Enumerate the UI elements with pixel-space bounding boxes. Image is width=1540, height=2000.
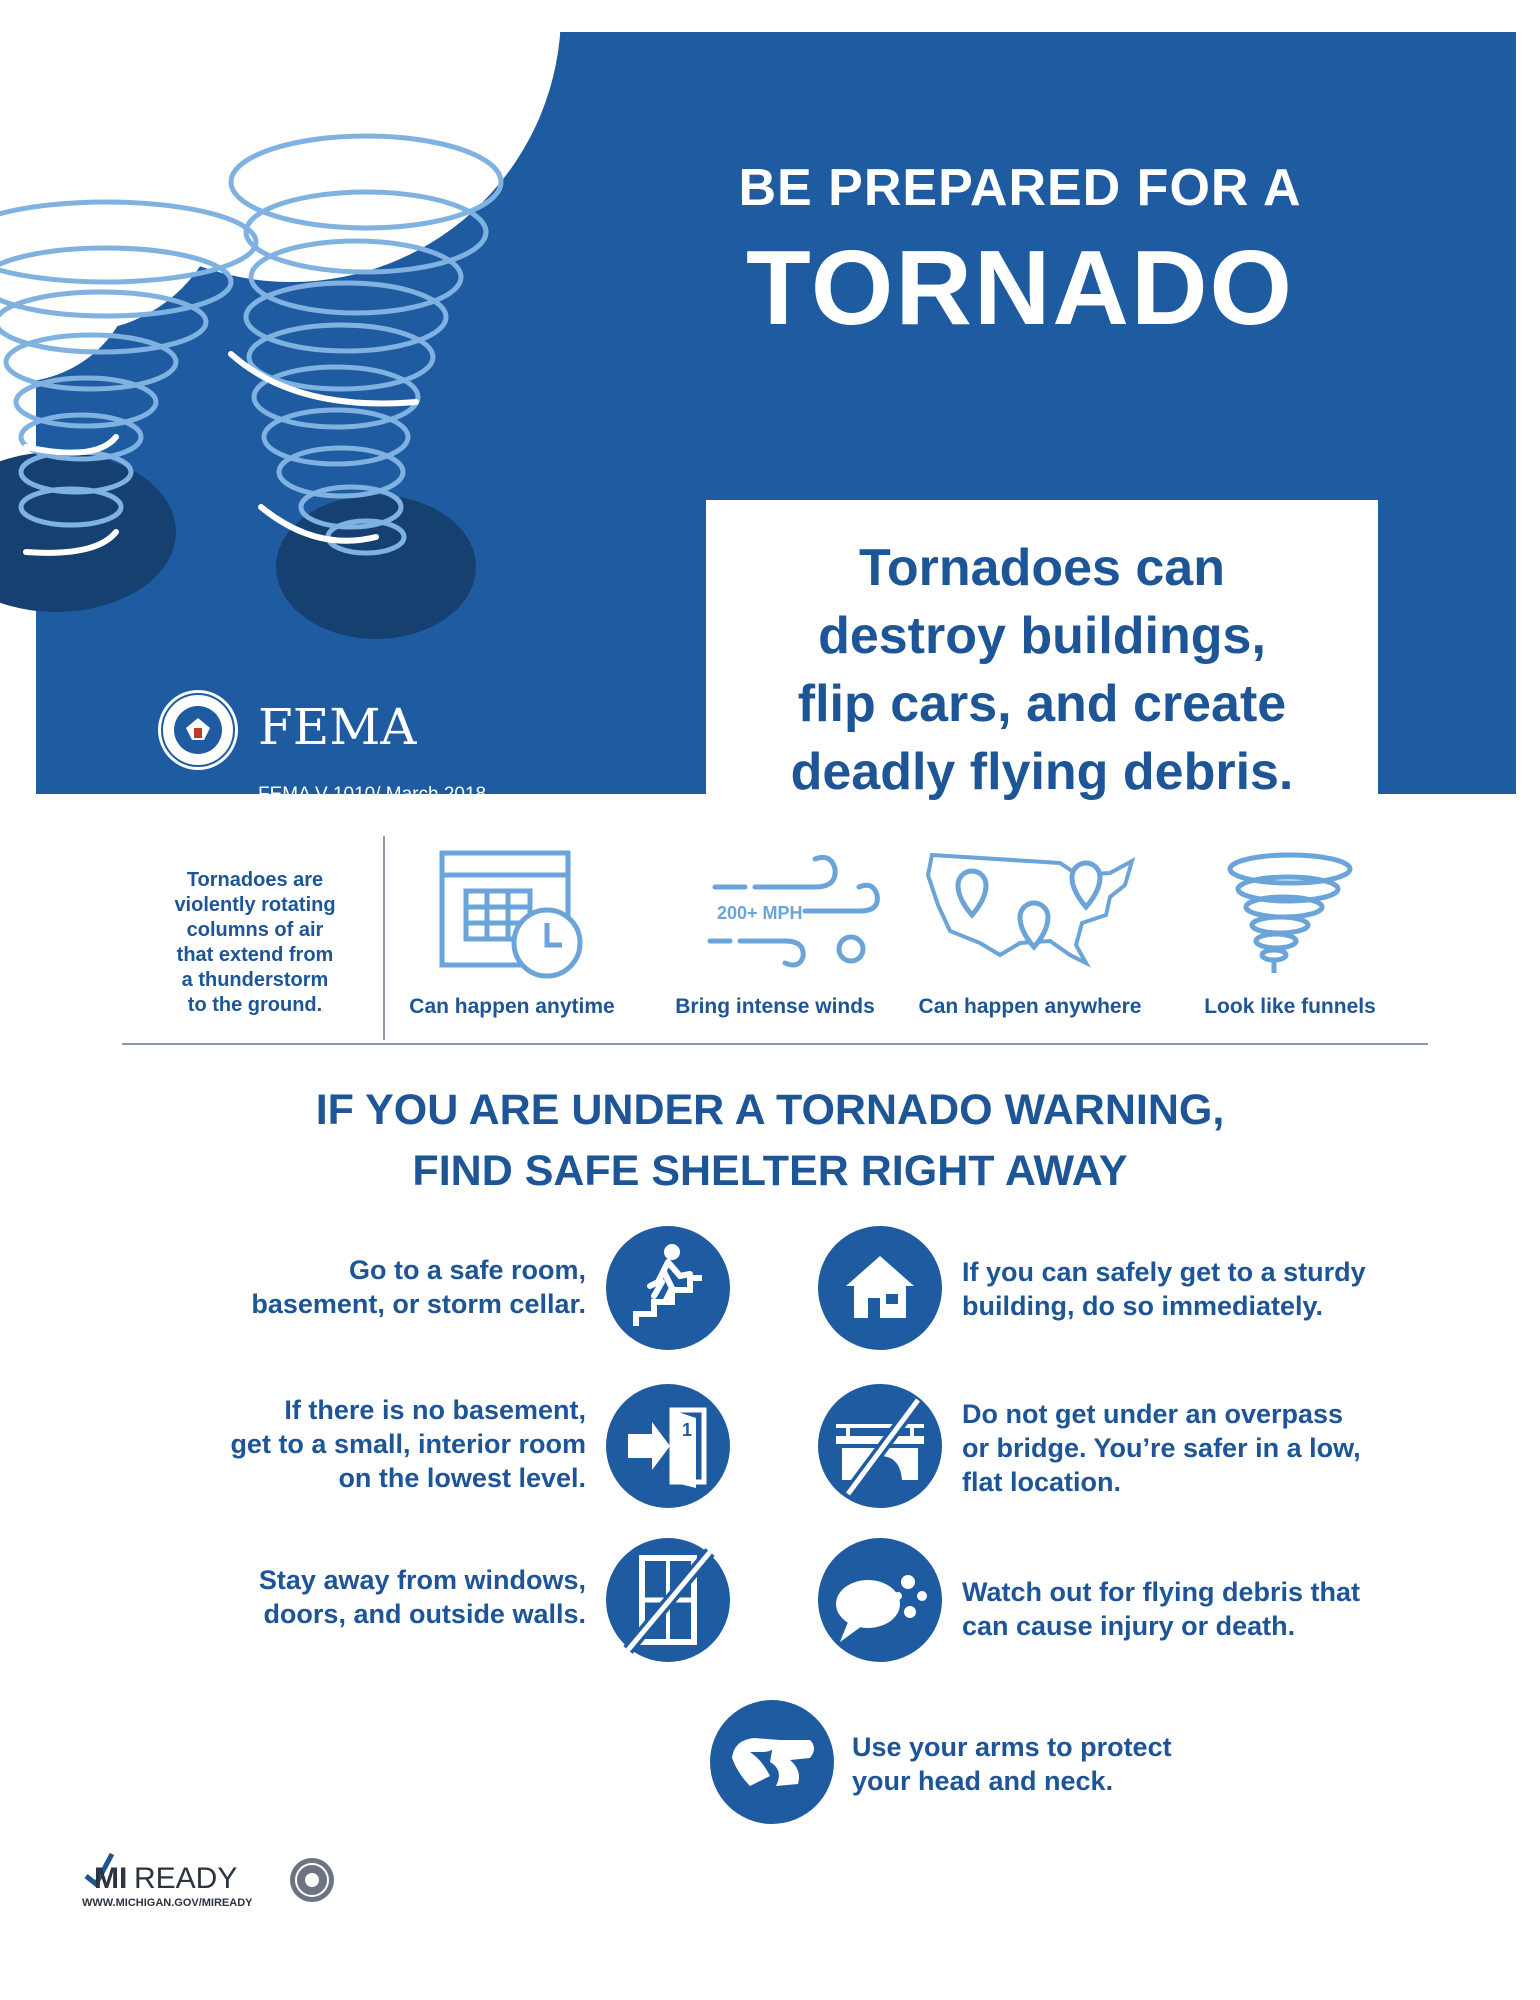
intro-line: a thunderstorm: [181, 969, 329, 991]
funnel-cloud-icon: [1170, 845, 1410, 985]
fact-funnels: [1170, 845, 1410, 1035]
fema-wordmark: FEMA: [258, 698, 417, 756]
tip-protect-head: [852, 1730, 1322, 1798]
facts-intro: [150, 868, 360, 1018]
title-line-2: TORNADO: [746, 229, 1294, 347]
title-line-1: BE PREPARED FOR A: [738, 159, 1302, 217]
tip-line: your head and neck.: [852, 1766, 1114, 1796]
tip-safe-room: [166, 1253, 586, 1321]
intro-line: columns of air: [186, 919, 324, 941]
tip-windows: [166, 1563, 586, 1631]
protect-head-icon: [710, 1700, 834, 1824]
heading-line: IF YOU ARE UNDER A TORNADO WARNING,: [315, 1086, 1225, 1134]
stairs-person-icon: [606, 1226, 730, 1350]
tip-line: Watch out for flying debris that: [962, 1577, 1360, 1607]
svg-text:1: 1: [682, 1420, 693, 1440]
mi-ready-logo: [80, 1850, 360, 1925]
tip-line: can cause injury or death.: [962, 1611, 1296, 1641]
brand-url: WWW.MICHIGAN.GOV/MIREADY: [82, 1897, 253, 1909]
publication-id: FEMA V-1010/ March 2018: [258, 784, 487, 805]
callout-line: flip cars, and create: [797, 675, 1287, 733]
intro-line: Tornadoes are: [186, 869, 324, 891]
fact-label: Look like funnels: [1204, 995, 1376, 1018]
callout-line: Tornadoes can: [858, 539, 1225, 597]
tip-line: If there is no basement,: [284, 1395, 586, 1425]
house-icon: [818, 1226, 942, 1350]
intro-line: that extend from: [176, 944, 334, 966]
tip-line: Stay away from windows,: [258, 1565, 586, 1595]
fact-winds: [655, 845, 895, 1035]
fact-anywhere: [910, 845, 1150, 1035]
facts-divider: [383, 836, 385, 1040]
facts-divider: [122, 1043, 1428, 1045]
wind-speed-text: 200+ MPH: [717, 903, 803, 923]
us-map-pins-icon: [910, 845, 1150, 985]
tip-flying-debris: [962, 1575, 1432, 1643]
tip-line: Go to a safe room,: [348, 1255, 586, 1285]
fact-label: Can happen anywhere: [918, 995, 1142, 1018]
callout-box: [706, 500, 1378, 826]
tip-line: basement, or storm cellar.: [251, 1289, 586, 1319]
tip-overpass: [962, 1397, 1432, 1499]
callout-line: deadly flying debris.: [790, 743, 1294, 801]
door-enter-icon: [606, 1384, 730, 1508]
tip-sturdy-building: [962, 1255, 1432, 1323]
tip-line: or bridge. You’re safer in a low,: [962, 1433, 1361, 1463]
flying-debris-icon: [818, 1538, 942, 1662]
header-banner: [36, 32, 1516, 805]
tip-interior-room: [166, 1393, 586, 1495]
intro-line: to the ground.: [187, 994, 323, 1016]
tip-line: get to a small, interior room: [230, 1429, 586, 1459]
tip-line: doors, and outside walls.: [263, 1599, 586, 1629]
warning-heading: [150, 1080, 1390, 1202]
intro-line: violently rotating: [174, 894, 336, 916]
brand-light: READY: [134, 1862, 238, 1895]
tip-line: on the lowest level.: [338, 1463, 586, 1493]
tip-line: flat location.: [962, 1467, 1122, 1497]
no-bridge-icon: [818, 1384, 942, 1508]
tip-line: If you can safely get to a sturdy: [962, 1257, 1366, 1287]
heading-line: FIND SAFE SHELTER RIGHT AWAY: [412, 1147, 1128, 1195]
calendar-clock-icon: [392, 845, 632, 985]
fact-label: Can happen anytime: [409, 995, 615, 1018]
brand-bold: MI: [94, 1862, 128, 1895]
fact-label: Bring intense winds: [675, 995, 875, 1018]
tip-line: building, do so immediately.: [962, 1291, 1324, 1321]
callout-line: destroy buildings,: [818, 607, 1266, 665]
wind-icon: [655, 845, 895, 985]
fact-anytime: [392, 845, 632, 1035]
tip-line: Do not get under an overpass: [962, 1399, 1344, 1429]
no-window-icon: [606, 1538, 730, 1662]
tip-line: Use your arms to protect: [852, 1732, 1172, 1762]
